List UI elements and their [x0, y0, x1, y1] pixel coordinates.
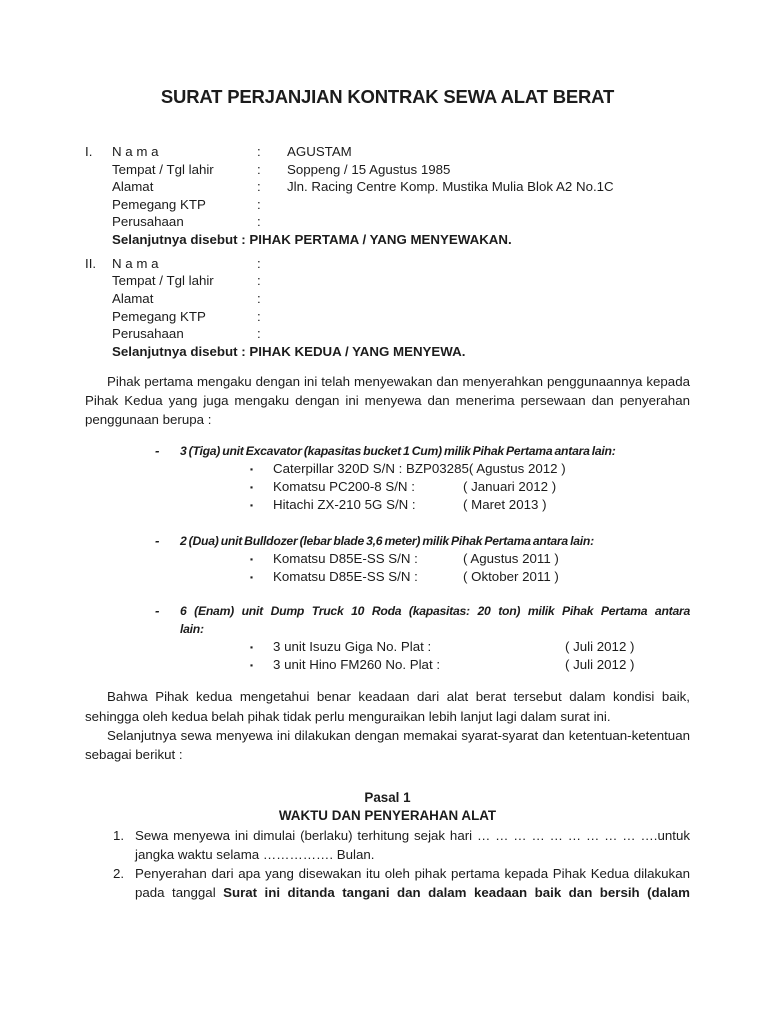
field-value: Jln. Racing Centre Komp. Mustika Mulia Blok A2 No.1C [287, 179, 614, 195]
pasal-1-subtitle: WAKTU DAN PENYERAHAN ALAT [278, 808, 497, 824]
square-bullet-icon: ▪ [250, 482, 254, 493]
equipment-item [180, 478, 690, 496]
equipment-item [180, 568, 690, 586]
equipment-heading: 2 (Dua) unit Bulldozer (lebar blade 3,6 meter) milik Pihak Pertama antara lain: [180, 534, 594, 549]
field-label: N a m a [112, 255, 159, 271]
equipment-item [180, 460, 690, 478]
field-value: AGUSTAM [287, 144, 352, 159]
field-value [287, 213, 690, 231]
clause-number: 1. [113, 827, 125, 843]
equipment-item [180, 656, 690, 674]
document-title: SURAT PERJANJIAN KONTRAK SEWA ALAT BERAT [160, 86, 615, 107]
party-row [85, 178, 690, 196]
party-row [85, 325, 690, 343]
party-numeral: II. [85, 255, 97, 271]
field-label: Tempat / Tgl lahir [112, 273, 214, 289]
party-row [85, 161, 690, 179]
party-row [85, 213, 690, 231]
field-label: Perusahaan [112, 214, 184, 230]
party-section-second [85, 255, 690, 361]
field-separator: : [257, 196, 261, 212]
equipment-item-date: ( Agustus 2012 ) [468, 461, 566, 477]
field-value [287, 290, 690, 308]
dash-bullet-icon: - [155, 443, 160, 459]
party-row [85, 143, 690, 161]
field-separator: : [257, 326, 261, 342]
field-separator: : [257, 255, 261, 271]
clause-item-1 [113, 826, 690, 864]
clause-text-line: Sewa menyewa ini dimulai (berlaku) terhitung sejak hari … … … … … … … … … ….untuk [135, 827, 690, 843]
field-separator: : [257, 179, 261, 195]
intro-paragraph: Pihak pertama mengaku dengan ini telah menyewakan dan menyerahkan penggunaannya kepada Pihak Kedua yang juga mengaku dengan ini menyewa dan menerima persewaan dan penyerahan penggunaan berupa : [85, 373, 690, 428]
clause-text-line [135, 883, 690, 902]
clause-item-2 [113, 864, 690, 902]
field-label: Pemegang KTP [112, 308, 206, 324]
field-separator: : [257, 308, 261, 324]
party-designation: Selanjutnya disebut : PIHAK PERTAMA / YANG MENYEWAKAN. [112, 231, 512, 247]
equipment-item-text: Komatsu D85E-SS S/N : [273, 551, 418, 567]
equipment-item-text: Komatsu D85E-SS S/N : [273, 569, 418, 585]
dash-bullet-icon: - [155, 533, 160, 549]
equipment-item-date: ( Januari 2012 ) [463, 479, 557, 495]
equipment-item-text: Komatsu PC200-8 S/N : [273, 479, 415, 495]
field-value [287, 196, 690, 214]
equipment-item [180, 496, 690, 514]
equipment-item-date: ( Agustus 2011 ) [463, 551, 559, 567]
equipment-group-bulldozer [85, 532, 690, 586]
terms-paragraph: Selanjutnya sewa menyewa ini dilakukan dengan memakai syarat-syarat dan ketentuan-ketentuan sebagai berikut : [85, 728, 690, 763]
equipment-item-text: Caterpillar 320D S/N : BZP03285 [273, 461, 469, 477]
equipment-heading: 3 (Tiga) unit Excavator (kapasitas bucket 1 Cum) milik Pihak Pertama antara lain: [180, 444, 616, 459]
equipment-item [180, 550, 690, 568]
party-row [85, 308, 690, 326]
equipment-item-text: 3 unit Hino FM260 No. Plat : [273, 657, 441, 673]
field-label: Tempat / Tgl lahir [112, 161, 214, 177]
equipment-item-date: ( Juli 2012 ) [565, 639, 635, 655]
clause-text-normal: pada tanggal [135, 884, 224, 900]
dash-bullet-icon: - [155, 603, 160, 619]
party-designation: Selanjutnya disebut : PIHAK KEDUA / YANG MENYEWA. [112, 343, 466, 359]
equipment-item-date: ( Maret 2013 ) [463, 497, 547, 513]
field-separator: : [257, 144, 261, 159]
clause-list [85, 826, 690, 902]
square-bullet-icon: ▪ [250, 464, 254, 475]
field-value [287, 255, 690, 273]
pasal-1-title: Pasal 1 [364, 789, 411, 805]
clause-text-line: jangka waktu selama ……………. Bulan. [135, 846, 375, 862]
equipment-group-excavator [85, 442, 690, 514]
clause-text-line: Penyerahan dari apa yang disewakan itu oleh pihak pertama kepada Pihak Kedua dilakukan [135, 865, 690, 881]
field-separator: : [257, 290, 261, 306]
clause-number: 2. [113, 865, 125, 881]
square-bullet-icon: ▪ [250, 642, 254, 653]
field-label: Alamat [112, 290, 154, 306]
party-row [85, 255, 690, 273]
field-value [287, 272, 690, 290]
pasal-1-heading [85, 789, 690, 826]
field-value [287, 325, 690, 343]
square-bullet-icon: ▪ [250, 500, 254, 511]
equipment-heading: 6 (Enam) unit Dump Truck 10 Roda (kapasitas: 20 ton) milik Pihak Pertama antara [180, 604, 690, 619]
field-label: Perusahaan [112, 326, 184, 342]
equipment-heading-continued: lain: [180, 622, 204, 637]
field-value [287, 308, 690, 326]
equipment-list [85, 442, 690, 674]
field-label: Alamat [112, 179, 154, 195]
equipment-item-date: ( Juli 2012 ) [565, 657, 635, 673]
field-separator: : [257, 273, 261, 289]
party-numeral: I. [85, 144, 93, 159]
party-row [85, 290, 690, 308]
square-bullet-icon: ▪ [250, 572, 254, 583]
field-label: Pemegang KTP [112, 196, 206, 212]
party-row [85, 196, 690, 214]
field-label: N a m a [112, 144, 159, 159]
party-row [85, 272, 690, 290]
field-value: Soppeng / 15 Agustus 1985 [287, 161, 451, 177]
field-separator: : [257, 214, 261, 230]
equipment-item-text: 3 unit Isuzu Giga No. Plat : [273, 639, 432, 655]
equipment-group-dump-truck [85, 602, 690, 674]
equipment-item-date: ( Oktober 2011 ) [463, 569, 559, 585]
equipment-item [180, 638, 690, 656]
equipment-item-text: Hitachi ZX-210 5G S/N : [273, 497, 416, 513]
square-bullet-icon: ▪ [250, 554, 254, 565]
party-section-first [85, 143, 690, 249]
square-bullet-icon: ▪ [250, 660, 254, 671]
field-separator: : [257, 161, 261, 177]
clause-text-bold: Surat ini ditanda tangani dan dalam keadaan baik dan bersih (dalam [223, 884, 690, 900]
condition-paragraph: Bahwa Pihak kedua mengetahui benar keadaan dari alat berat tersebut dalam kondisi baik, sehingga oleh kedua belah pihak tidak perlu menguraikan lebih lanjut lagi dalam surat ini. [85, 689, 690, 724]
